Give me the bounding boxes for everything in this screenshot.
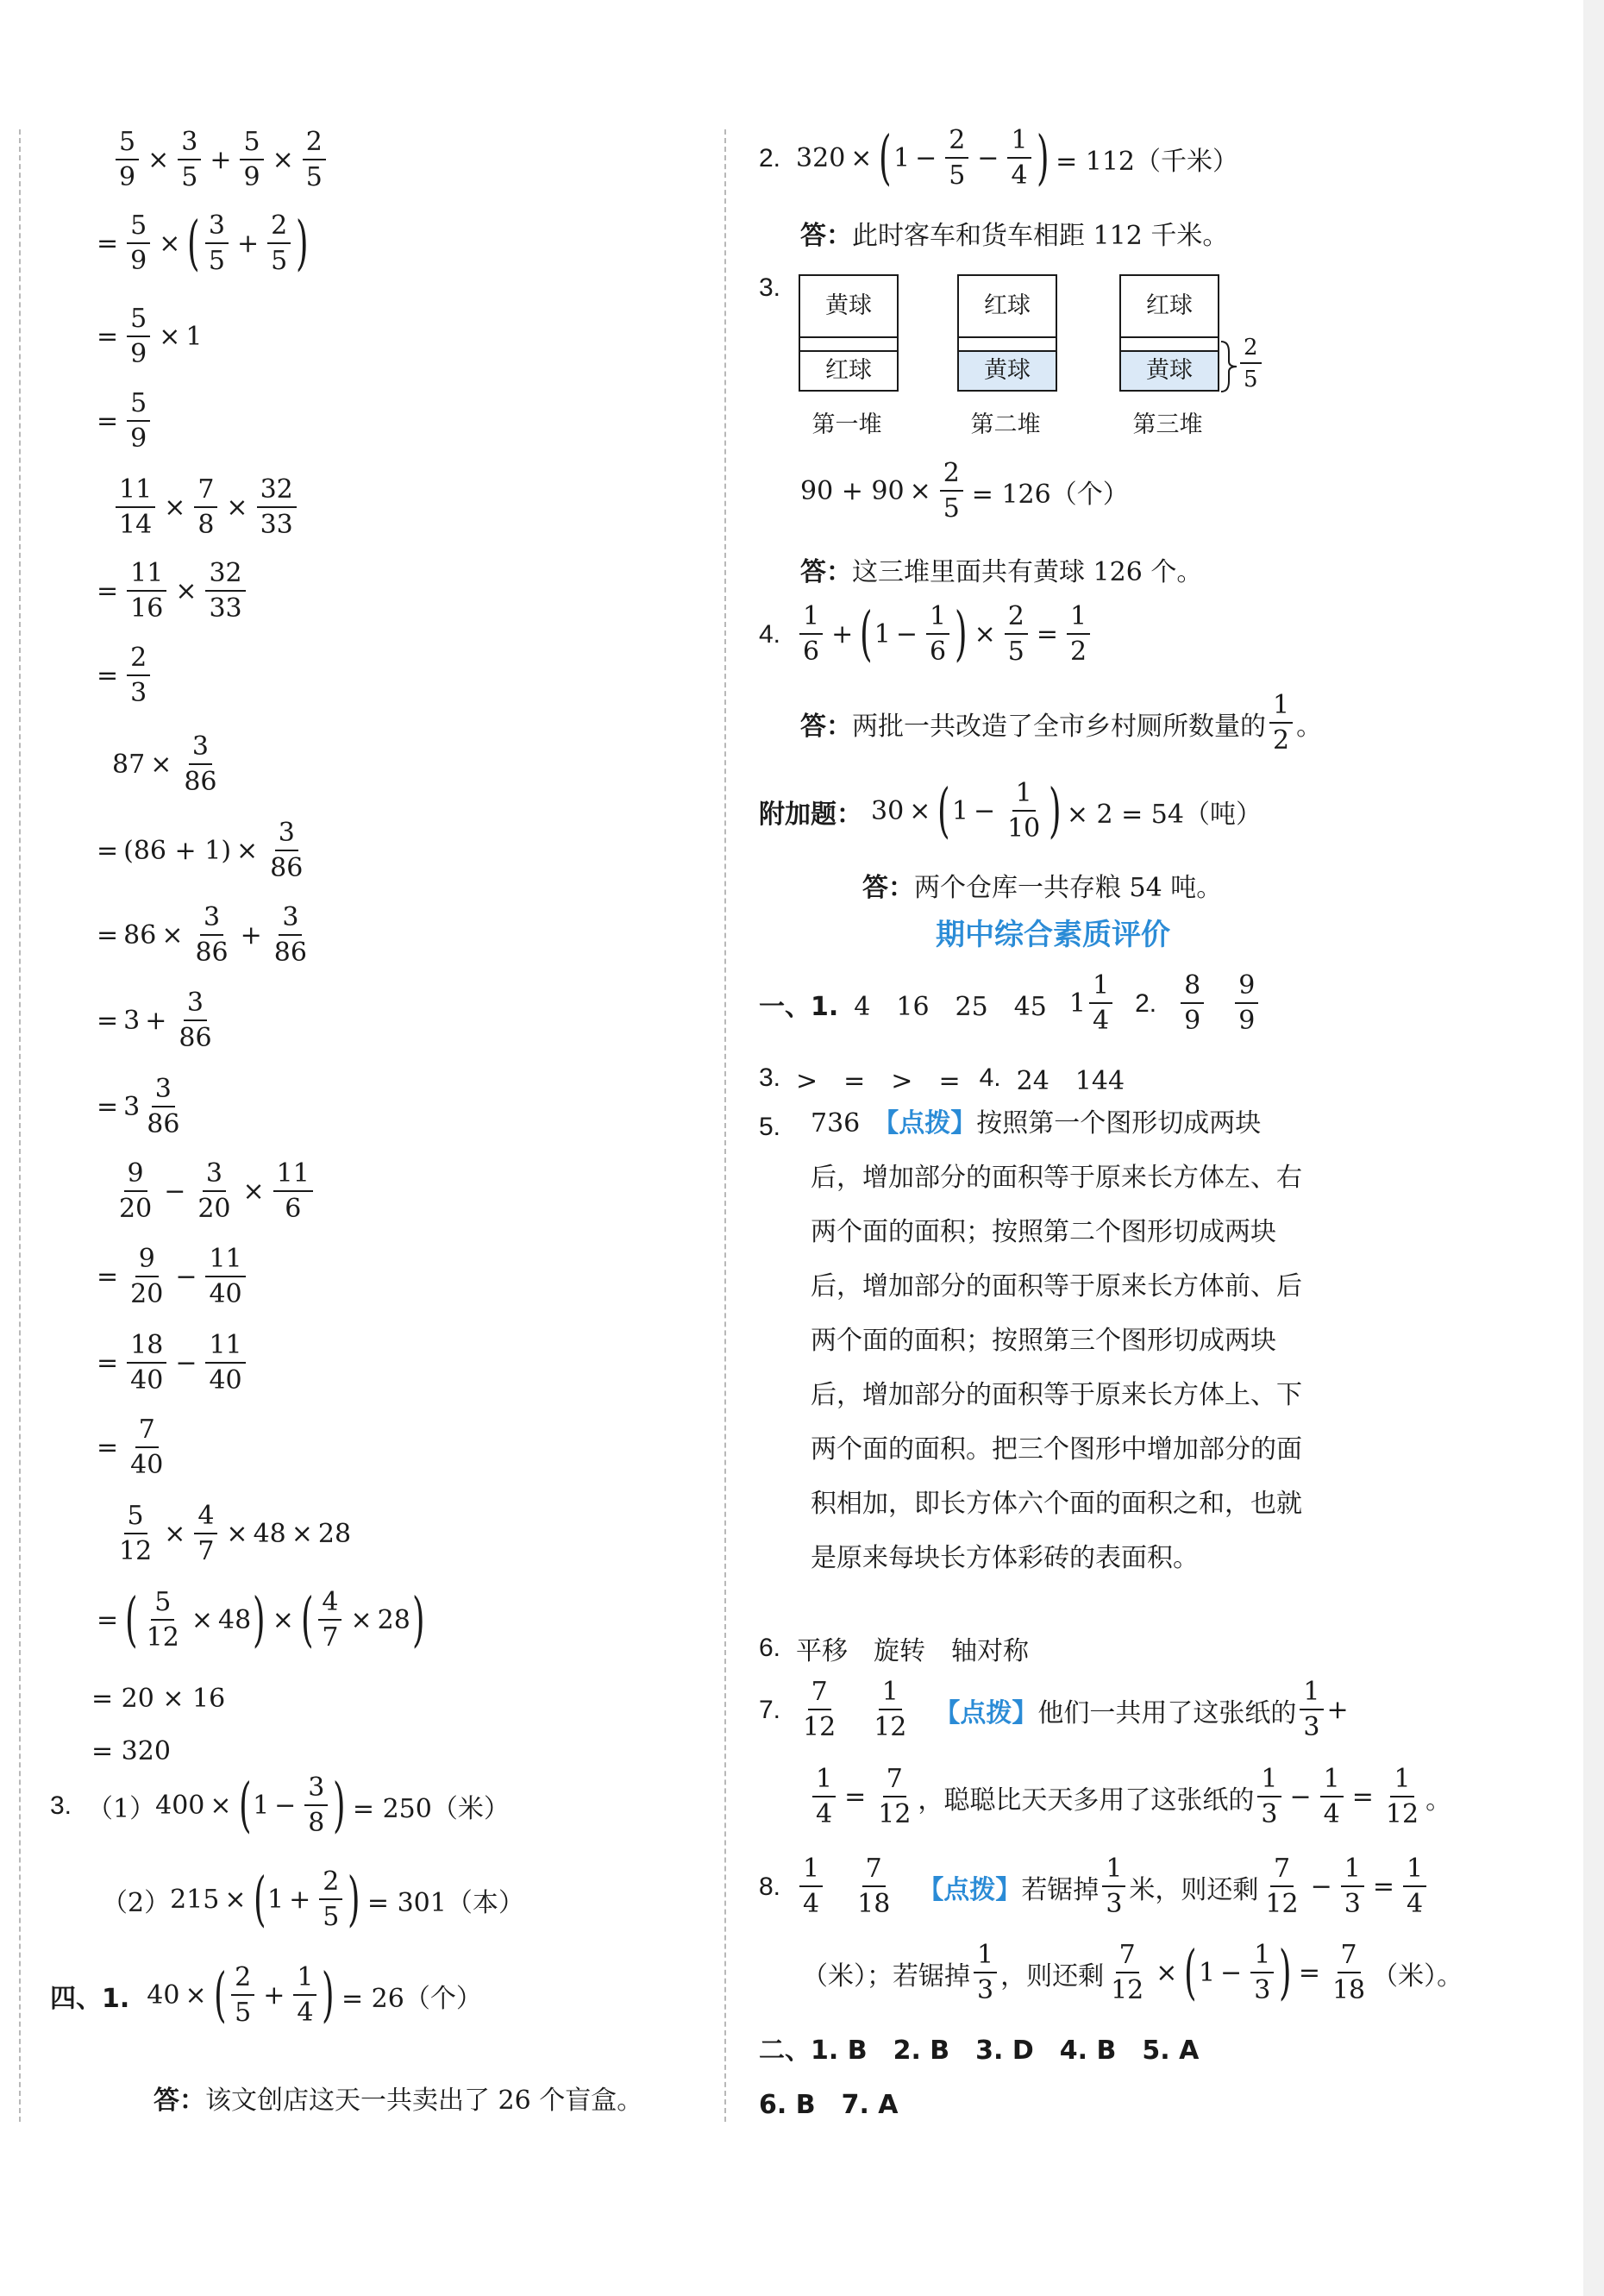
pile-3-box [1119, 274, 1219, 392]
calc2-line3: = $\frac{2}{3}$ [91, 645, 154, 706]
q3-part1: 3. （1） 400 × ( 1 − $\frac{3}{8}$ ) = 250（米） [50, 1771, 510, 1840]
pile-2-top: 红球 [984, 292, 1031, 319]
calc1-line1: $\frac{5}{9}$ × $\frac{3}{5}$ + $\frac{5}{9}$ × $\frac{2}{5}$ [112, 129, 329, 191]
s1-q7-line2: $\frac{1}{4}$ = $\frac{7}{12}$ ，聪聪比天天多用了这张纸的 1 3 − $\frac{1}{4}$ = $\frac{1}{12}$ 。 [809, 1766, 1451, 1828]
calc5-line3: = 20 × 16 [91, 1684, 226, 1714]
s1-q8-line2: （米）；若锯掉 1 3 ，则还剩 $\frac{7}{12}$ × ( 1 − $\frac{1}{3}$ ) = $\frac{7}{18}$ （米）。 [802, 1938, 1463, 2007]
s4-answer: 答： 该文创店这天一共卖出了 26 个盲盒。 [154, 2086, 643, 2116]
q2-equation: 2. 320 × ( 1 − $\frac{2}{5}$ − $\frac{1}{4}$ ) = 112（千米） [759, 123, 1238, 192]
pile-2-box [957, 274, 1057, 392]
pile-1-bottom: 红球 [800, 350, 897, 390]
pile-2-label: 第二堆 [970, 411, 1041, 438]
pile-3-brace-fraction: 2 5 [1237, 336, 1265, 391]
q3-equation: 90 + 90 × $\frac{2}{5}$ = 126（个） [800, 458, 1129, 524]
right-column [742, 0, 1604, 2296]
q4-answer: 答： 两批一共改造了全市乡村厕所数量的 1 2 。 [800, 690, 1323, 756]
s1-q5-hint: 【点拨】 [886, 1108, 977, 1139]
calc5-line4: = 320 [91, 1736, 171, 1766]
calc1-line4: = $\frac{5}{9}$ [91, 391, 154, 452]
pile-1-box [799, 274, 899, 392]
calc5-line2: = ( $\frac{5}{12}$ × 48 ) × ( $\frac{4}{7}$ × 28 ) [97, 1585, 425, 1654]
calc2-line1: $\frac{11}{14}$ × $\frac{7}{8}$ × $\frac{32}{33}$ [112, 477, 300, 538]
left-column [0, 0, 724, 2296]
calc5-line1: $\frac{5}{12}$ × $\frac{4}{7}$ × 48 × 28 [119, 1501, 352, 1566]
calc3-line3: = 86 × $\frac{3}{86}$ + $\frac{3}{86}$ [97, 902, 307, 968]
s2-row1: 二、1. B 2. B 3. D 4. B 5. A [759, 2036, 1200, 2066]
calc1-line3: = $\frac{5}{9}$ × 1 [97, 304, 203, 369]
s2-row2: 6. B 7. A [759, 2090, 899, 2120]
s1-row2: 3. > = > = 4. 24 144 [759, 1063, 1125, 1096]
pile-3-label: 第三堆 [1132, 411, 1203, 438]
calc4-line1: 9 20 − $\frac{3}{20}$ × $\frac{11}{6}$ [112, 1161, 316, 1222]
s1-q5-text: 736 【点拨】按照第一个图形切成两块后，增加部分的面积等于原来长方体左、右两个面的面积；按照第二个图形切成两块后，增加部分的面积等于原来长方体前、后两个面的面积；按照第三个图形切成两块后，增加部分的面积等于原来长方体上、下两个面的面积。把三个图形中增加部分的面积相加，即长方体六个面的面积之和，也就是原来每块长方体彩砖的表面积。 [811, 1108, 1302, 1573]
q3-answer: 答： 这三堆里面共有黄球 126 个。 [800, 557, 1203, 587]
s1-q5-number: 5. [759, 1113, 781, 1141]
pile-1-top: 黄球 [825, 292, 872, 319]
pile-3-top: 红球 [1146, 292, 1193, 319]
calc3-line2: = (86 + 1) × $\frac{3}{86}$ [97, 818, 304, 883]
s1-q7-line1: 7. 7 12 1 12 【点拨】 他们一共用了这张纸的 1 3 + [759, 1677, 1349, 1742]
q4-equation: 4. 1 6 + ( 1 − $\frac{1}{6}$ ) × $\frac{2}{5}$ = $\frac{1}{2}$ [759, 604, 1093, 665]
s4-q1: 四、1. 40 × ( 2 5 + $\frac{1}{4}$ ) = 26（个） [50, 1960, 482, 2029]
s1-q8-line1: 8. 1 4 7 18 【点拨】 若锯掉 1 3 米，则还剩 7 12 − $\frac{1}{3}$ = $\frac{1}{4}$ [759, 1856, 1430, 1917]
pile-3-bottom: 黄球 [1121, 350, 1218, 390]
q3-number: 3. [759, 273, 781, 302]
column-divider [724, 129, 726, 2122]
calc4-line3: = $\frac{18}{40}$ − $\frac{11}{40}$ [91, 1333, 249, 1394]
s1-row1: 一、1. 4 16 25 45 1 1 4 2. 8 9 9 9 [759, 973, 1262, 1034]
s1-q6: 6. 平移 旋转 轴对称 [759, 1634, 1030, 1666]
extra-equation: 附加题： 30 × ( 1 − $\frac{1}{10}$ ) × 2 = 54（吨） [759, 776, 1262, 845]
pile-3-brace [1219, 340, 1238, 393]
s1-q7-hint: 【点拨】 [934, 1697, 1038, 1728]
s1-q8-hint: 【点拨】 [918, 1874, 1022, 1905]
q2-answer: 答： 此时客车和货车相距 112 千米。 [800, 221, 1229, 251]
calc2-line2: = $\frac{11}{16}$ × $\frac{32}{33}$ [91, 561, 249, 622]
calc1-line2: = $\frac{5}{9}$ × ( 3 5 + $\frac{2}{5}$ ) [97, 209, 309, 278]
extra-answer: 答： 两个仓库一共存粮 54 吨。 [862, 873, 1223, 903]
calc3-line1: 87 × $\frac{3}{86}$ [112, 731, 217, 797]
q3-part2: （2） 215 × ( 1 + $\frac{2}{5}$ ) = 301（本） [102, 1865, 524, 1934]
section-title: 期中综合素质评价 [936, 918, 1170, 952]
pile-1-label: 第一堆 [811, 411, 882, 438]
calc3-line5: = 3 3 86 [97, 1074, 180, 1139]
calc4-line2: = $\frac{9}{20}$ − $\frac{11}{40}$ [91, 1246, 249, 1308]
calc3-line4: = 3 + $\frac{3}{86}$ [97, 988, 212, 1053]
pile-2-bottom: 黄球 [959, 350, 1056, 390]
calc4-line4: = $\frac{7}{40}$ [97, 1415, 164, 1480]
